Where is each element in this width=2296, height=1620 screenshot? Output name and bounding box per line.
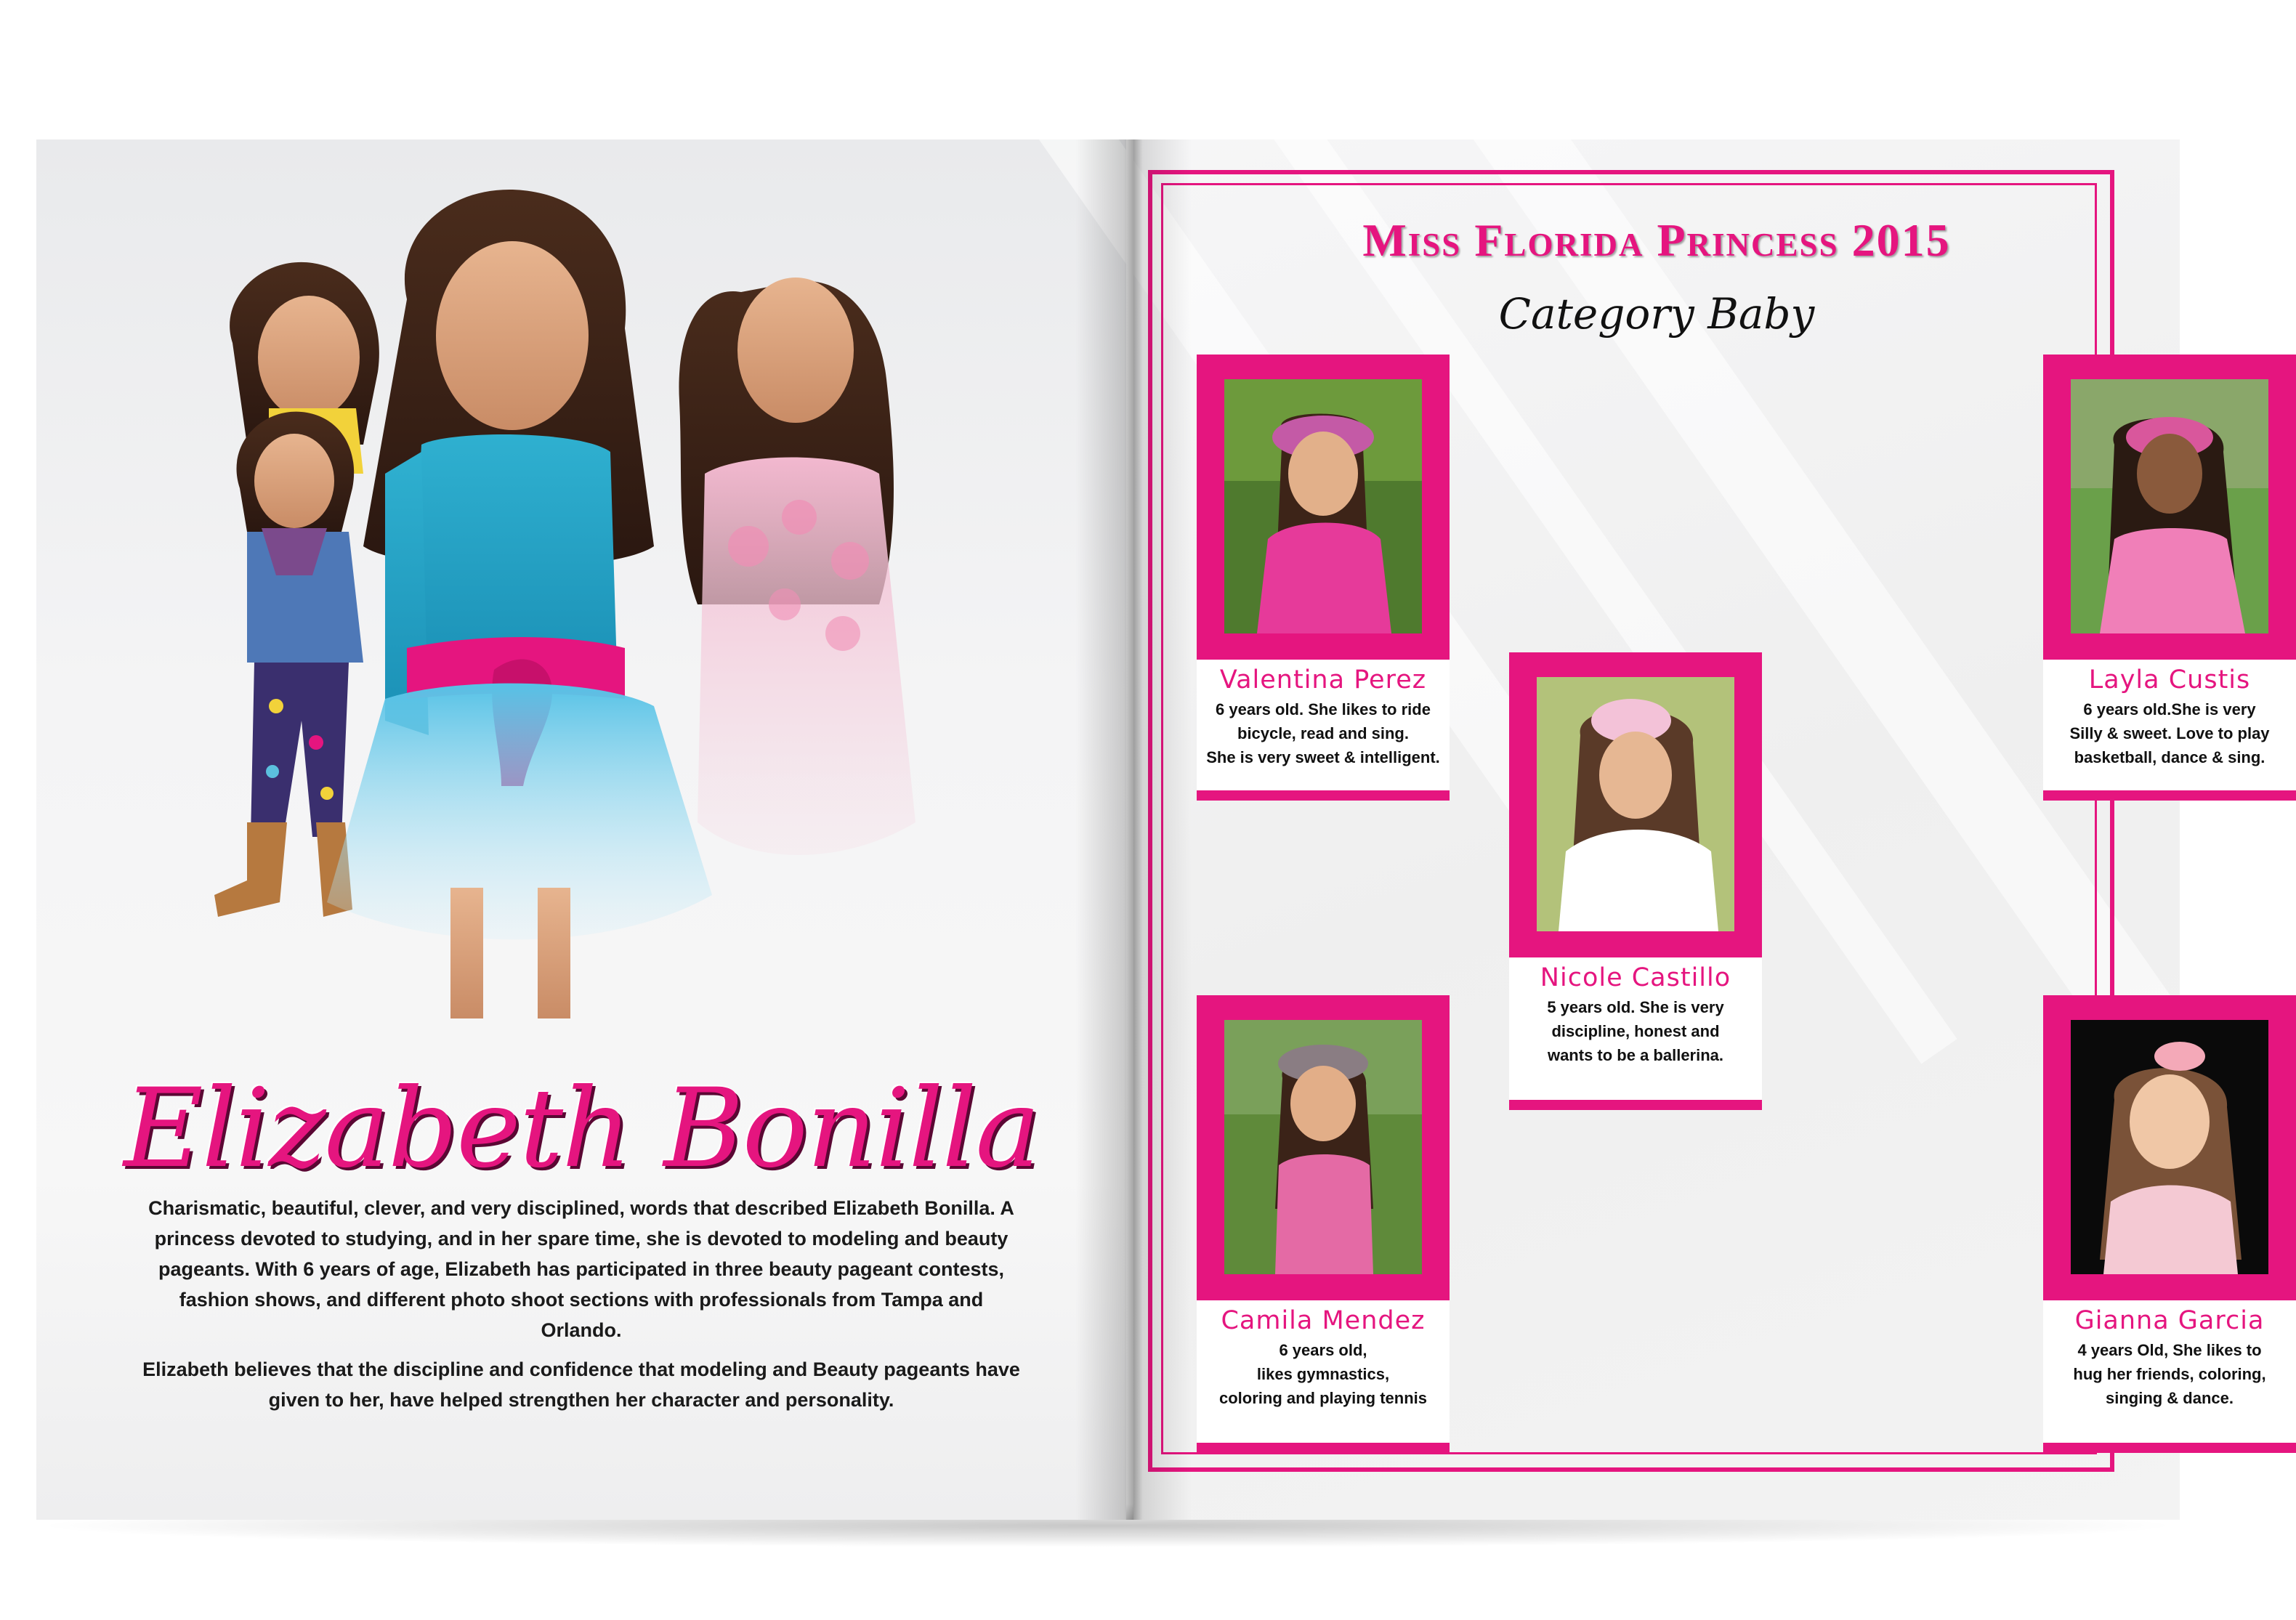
featured-girls-photo (145, 169, 981, 1113)
bio-paragraph-1: Charismatic, beautiful, clever, and very disciplined, words that described Elizabeth Bonilla. A princess devoted to studying, and in her spare time, she is devoted to modeling and beauty pageants. With 6 years of age, Elizabeth has participated in three beauty pageant contests, fashion shows, and different photo shoot sections with professionals from Tampa and Orlando. (148, 1197, 1014, 1341)
girl-pink-dress (679, 278, 915, 855)
girl-blue-shirt (214, 412, 363, 917)
contestant-info (2043, 660, 2296, 801)
bio-paragraph-2: Elizabeth believes that the discipline and confidence that modeling and Beauty pageants have given to her, have helped strengthen her character and personality. (142, 1358, 1020, 1411)
girl-teal-sequin-dress (327, 190, 712, 1018)
page-title: Miss Florida Princess 2015 (1362, 214, 1951, 266)
contestant-name: Gianna Garcia (2074, 1306, 2265, 1335)
contestant-description: 6 years old. She likes to ride bicycle, read and sing. She is very sweet & intelligent. (1206, 700, 1440, 766)
contestant-description: 6 years old, likes gymnastics, coloring and playing tennis (1218, 1341, 1428, 1407)
right-page (1133, 139, 2270, 1520)
contestant-name: Layla Custis (2088, 665, 2251, 694)
contestant-info (1197, 1300, 1450, 1453)
contestant-description: 6 years old.She is very Silly & sweet. Love to play basketball, dance & sing. (2069, 700, 2270, 766)
contestant-info (1197, 660, 1450, 801)
photo-frame (1197, 355, 1450, 660)
contestant-description: 5 years old. She is very discipline, honest and wants to be a ballerina. (1547, 998, 1724, 1064)
photo-frame (2043, 355, 2296, 660)
left-page (36, 139, 1126, 1520)
contestant-photo (2071, 1020, 2268, 1274)
contestant-photo (1537, 677, 1734, 931)
featured-name: Elizabeth Bonilla (124, 1066, 1039, 1192)
contestant-info (1509, 957, 1762, 1110)
contestant-photo (2071, 379, 2268, 633)
contestant-photo (1224, 379, 1422, 633)
contestant-name: Valentina Perez (1219, 665, 1427, 694)
contestant-info (2043, 1300, 2296, 1453)
photo-frame (2043, 995, 2296, 1300)
page-subtitle: Category Baby (1498, 289, 1815, 339)
spine-gutter (1075, 139, 1192, 1520)
contestant-name: Camila Mendez (1221, 1306, 1426, 1335)
contestant-description: 4 years Old, She likes to hug her friends, coloring, singing & dance. (2073, 1341, 2266, 1407)
contestant-name: Nicole Castillo (1540, 963, 1731, 992)
photo-frame (1509, 652, 1762, 957)
photo-frame (1197, 995, 1450, 1300)
contestant-photo (1224, 1020, 1422, 1274)
